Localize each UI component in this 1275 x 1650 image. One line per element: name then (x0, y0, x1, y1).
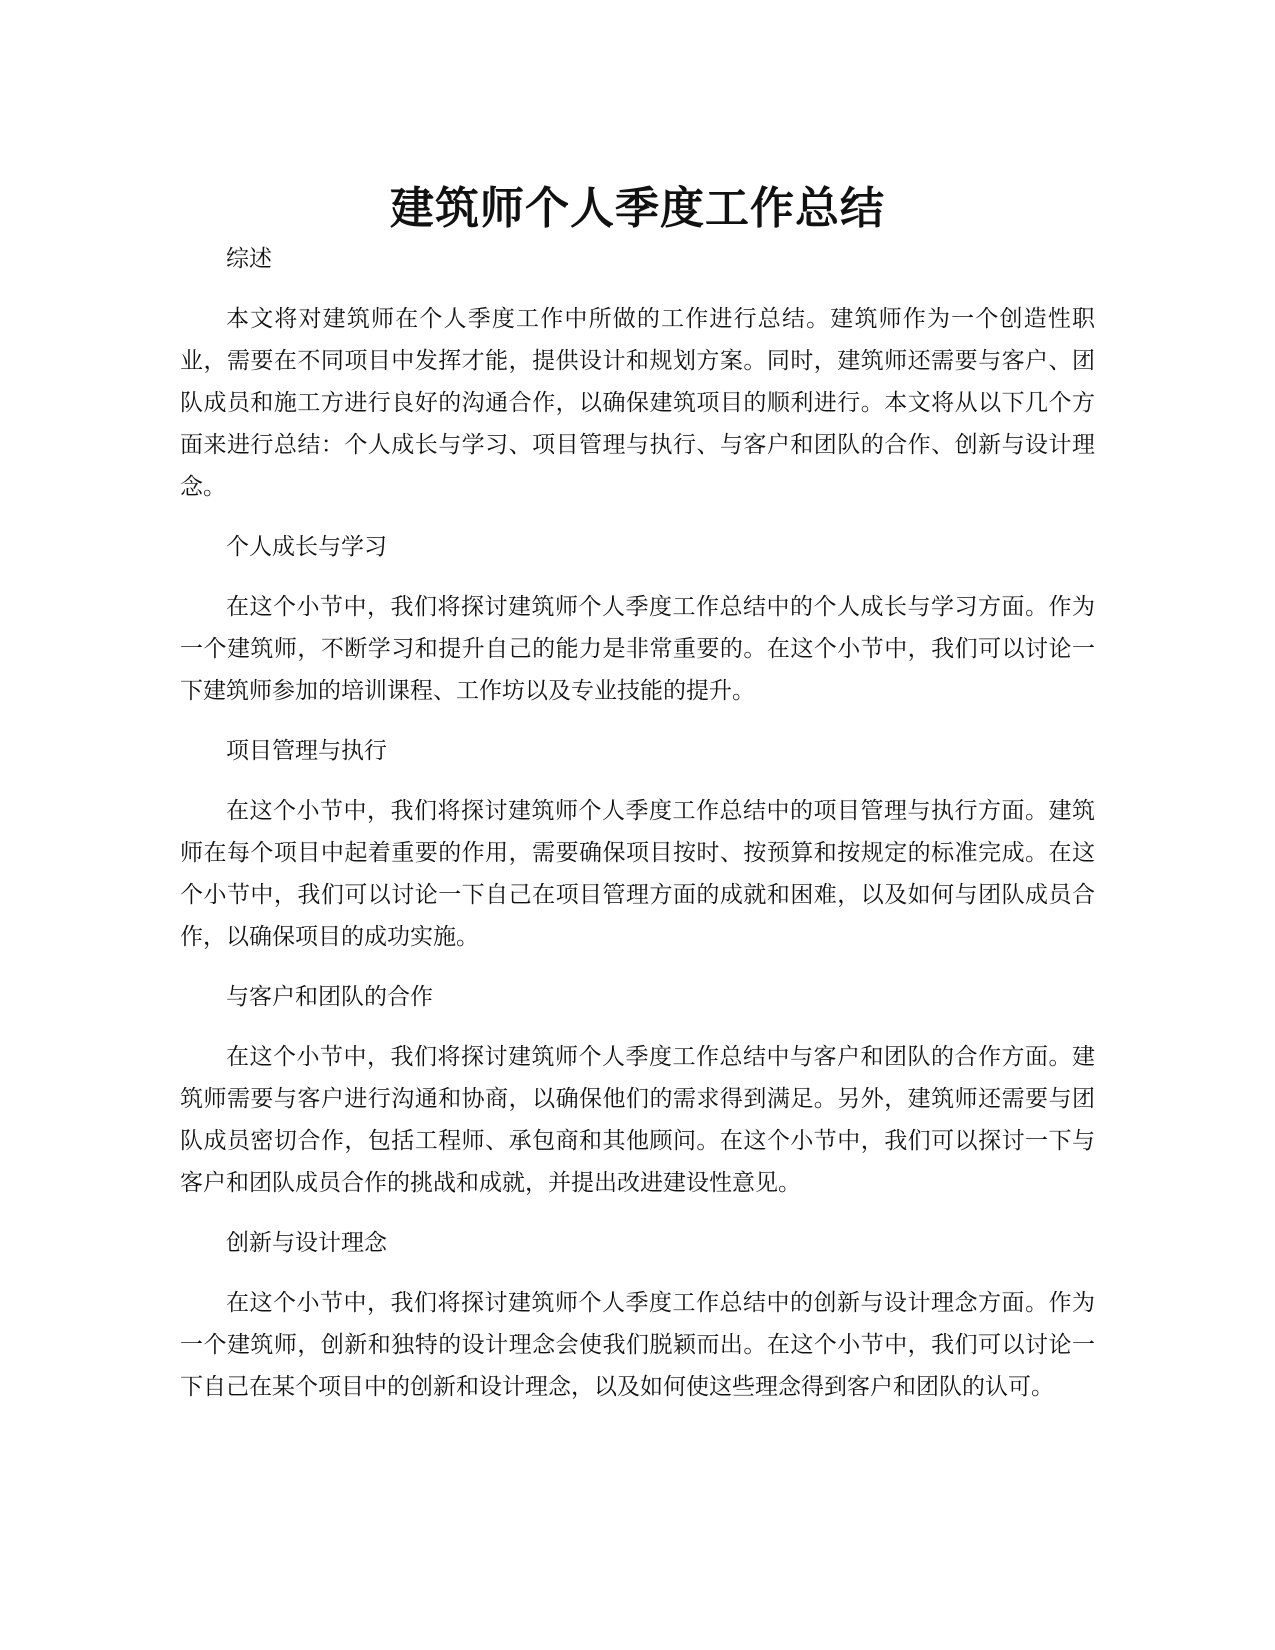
section-personal-growth (180, 526, 1095, 730)
section-heading: 综述 (226, 246, 272, 272)
section-paragraph: 在这个小节中，我们将探讨建筑师个人季度工作总结中的个人成长与学习方面。作为一个建筑师，不断学习和提升自己的能力是非常重要的。在这个小节中，我们可以讨论一下建筑师参加的培训课程、工作坊以及专业技能的提升。 (180, 594, 1095, 704)
section-paragraph: 本文将对建筑师在个人季度工作中所做的工作进行总结。建筑师作为一个创造性职业，需要在不同项目中发挥才能，提供设计和规划方案。同时，建筑师还需要与客户、团队成员和施工方进行良好的沟通合作，以确保建筑项目的顺利进行。本文将从以下几个方面来进行总结：个人成长与学习、项目管理与执行、与客户和团队的合作、创新与设计理念。 (180, 306, 1095, 500)
section-paragraph: 在这个小节中，我们将探讨建筑师个人季度工作总结中的项目管理与执行方面。建筑师在每个项目中起着重要的作用，需要确保项目按时、按预算和按规定的标准完成。在这个小节中，我们可以讨论一下自己在项目管理方面的成就和困难，以及如何与团队成员合作，以确保项目的成功实施。 (180, 798, 1095, 950)
section-paragraph: 在这个小节中，我们将探讨建筑师个人季度工作总结中与客户和团队的合作方面。建筑师需要与客户进行沟通和协商，以确保他们的需求得到满足。另外，建筑师还需要与团队成员密切合作，包括工程师、承包商和其他顾问。在这个小节中，我们可以探讨一下与客户和团队成员合作的挑战和成就，并提出改进建设性意见。 (180, 1044, 1095, 1196)
section-overview (180, 238, 1095, 526)
section-project-management (180, 730, 1095, 976)
section-heading: 个人成长与学习 (226, 534, 387, 560)
page-title: 建筑师个人季度工作总结 (390, 183, 885, 235)
section-heading: 项目管理与执行 (226, 738, 387, 764)
section-innovation (180, 1222, 1095, 1408)
document-body (180, 238, 1095, 1408)
section-collaboration (180, 976, 1095, 1222)
section-heading: 与客户和团队的合作 (226, 984, 433, 1010)
section-heading: 创新与设计理念 (226, 1230, 387, 1256)
section-paragraph: 在这个小节中，我们将探讨建筑师个人季度工作总结中的创新与设计理念方面。作为一个建筑师，创新和独特的设计理念会使我们脱颖而出。在这个小节中，我们可以讨论一下自己在某个项目中的创新和设计理念，以及如何使这些理念得到客户和团队的认可。 (180, 1290, 1095, 1400)
